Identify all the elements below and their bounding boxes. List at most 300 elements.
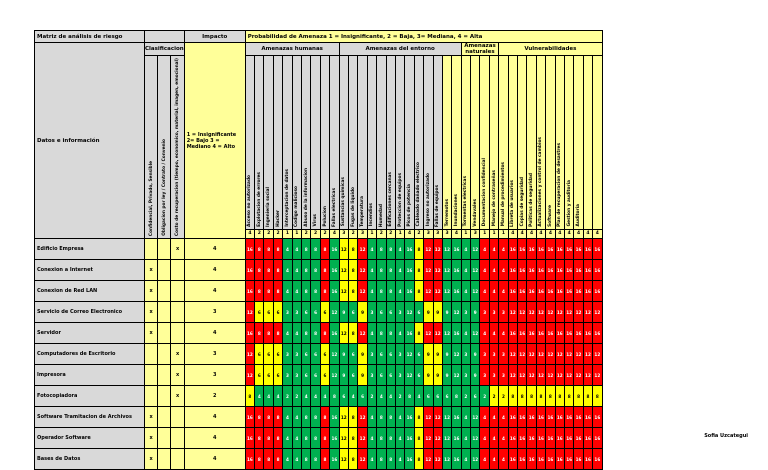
risk-cell: 12: [546, 302, 555, 323]
risk-cell: 3: [367, 302, 376, 323]
probability-value: 2: [311, 229, 320, 238]
risk-cell: 12: [546, 344, 555, 365]
risk-column-header: [536, 56, 545, 230]
risk-column-header: [339, 56, 348, 230]
threat-group-header: Amenazas naturales: [461, 43, 499, 56]
risk-cell: 16: [452, 260, 461, 281]
risk-cell: 6: [311, 344, 320, 365]
risk-cell: 16: [508, 239, 517, 260]
vertical-wrap: [574, 56, 582, 229]
risk-cell: 9: [358, 302, 367, 323]
risk-cell: 12: [433, 407, 442, 428]
probability-value: 3: [358, 229, 367, 238]
risk-cell: 6: [377, 302, 386, 323]
risk-cell: 16: [593, 428, 602, 449]
risk-cell: 16: [245, 449, 254, 470]
risk-cell: 16: [330, 260, 339, 281]
risk-cell: 6: [302, 302, 311, 323]
risk-cell: 8: [311, 239, 320, 260]
risk-cell: 16: [593, 449, 602, 470]
impact-value: 4: [184, 239, 245, 260]
asset-name: Software Tramitacion de Archivos: [35, 407, 145, 428]
risk-cell: 8: [302, 428, 311, 449]
risk-cell: 6: [264, 344, 273, 365]
risk-column-label: Vendavales: [472, 198, 478, 227]
risk-cell: 16: [527, 260, 536, 281]
clasificacion-mark: [171, 407, 184, 428]
risk-cell: 8: [302, 260, 311, 281]
risk-cell: 16: [555, 449, 564, 470]
risk-cell: 4: [480, 449, 489, 470]
risk-cell: 2: [461, 386, 470, 407]
risk-cell: 2: [395, 386, 404, 407]
risk-cell: 12: [452, 302, 461, 323]
risk-cell: 4: [292, 239, 301, 260]
table-row: [35, 428, 603, 449]
risk-cell: 16: [536, 239, 545, 260]
risk-cell: 8: [414, 428, 423, 449]
risk-cell: 4: [480, 239, 489, 260]
risk-cell: 8: [273, 407, 282, 428]
risk-cell: 12: [433, 323, 442, 344]
risk-cell: 12: [527, 344, 536, 365]
risk-cell: 6: [311, 302, 320, 323]
vertical-wrap: [537, 56, 545, 229]
risk-cell: 8: [264, 407, 273, 428]
risk-cell: 12: [358, 260, 367, 281]
risk-cell: 6: [414, 365, 423, 386]
probability-value: 1: [367, 229, 376, 238]
risk-cell: 4: [395, 449, 404, 470]
risk-cell: 8: [311, 323, 320, 344]
risk-cell: 12: [433, 428, 442, 449]
clasificacion-mark: x: [145, 428, 158, 449]
clasificacion-mark: [158, 365, 171, 386]
risk-cell: 12: [471, 449, 480, 470]
asset-name: Computadores de Escritorio: [35, 344, 145, 365]
risk-cell: 16: [583, 428, 592, 449]
risk-cell: 4: [489, 449, 498, 470]
risk-column-label: Picos de potencia: [407, 183, 413, 227]
risk-column-label: Sustancias quimicas: [341, 177, 347, 227]
risk-cell: 16: [405, 407, 414, 428]
risk-cell: 12: [574, 365, 583, 386]
risk-cell: 3: [499, 302, 508, 323]
risk-column-header: [480, 56, 489, 230]
probability-value: 2: [264, 229, 273, 238]
risk-cell: 4: [461, 239, 470, 260]
table-row: [35, 407, 603, 428]
risk-cell: 8: [302, 407, 311, 428]
risk-cell: 6: [424, 386, 433, 407]
risk-cell: 4: [461, 449, 470, 470]
risk-cell: 16: [574, 428, 583, 449]
risk-cell: 3: [283, 344, 292, 365]
risk-cell: 8: [264, 428, 273, 449]
risk-cell: 12: [471, 281, 480, 302]
risk-cell: 9: [471, 344, 480, 365]
risk-cell: 12: [339, 260, 348, 281]
risk-column-label: Software: [547, 204, 553, 227]
risk-cell: 12: [358, 428, 367, 449]
risk-cell: 16: [564, 407, 573, 428]
risk-cell: 16: [452, 449, 461, 470]
clasificacion-column-label: Confidencial, Privado, Sensible: [148, 160, 154, 237]
risk-column-header: [311, 56, 320, 230]
risk-column-header: [527, 56, 536, 230]
clasificacion-mark: [158, 386, 171, 407]
risk-cell: 12: [536, 344, 545, 365]
risk-cell: 3: [395, 302, 404, 323]
risk-cell: 8: [452, 386, 461, 407]
risk-cell: 4: [499, 407, 508, 428]
asset-name: Impresora: [35, 365, 145, 386]
clasificacion-mark: [171, 260, 184, 281]
risk-column-label: Manejo de contraseñas: [491, 170, 497, 227]
risk-cell: 4: [395, 260, 404, 281]
risk-column-label: Fugas de liquido: [350, 186, 356, 227]
risk-cell: 4: [273, 386, 282, 407]
risk-cell: 4: [367, 260, 376, 281]
risk-column-label: Explotacion de errores: [256, 171, 262, 227]
risk-cell: 6: [377, 344, 386, 365]
vertical-wrap: [584, 56, 592, 229]
vertical-wrap: [330, 56, 338, 229]
risk-cell: 16: [518, 281, 527, 302]
risk-cell: 16: [546, 428, 555, 449]
risk-cell: 8: [302, 323, 311, 344]
risk-cell: 8: [386, 239, 395, 260]
risk-cell: 4: [283, 449, 292, 470]
clasificacion-mark: [158, 302, 171, 323]
risk-cell: 3: [292, 344, 301, 365]
clasificacion-mark: [171, 281, 184, 302]
risk-column-header: [386, 56, 395, 230]
vertical-wrap: [452, 56, 460, 229]
risk-cell: 16: [508, 407, 517, 428]
risk-cell: 16: [508, 323, 517, 344]
clasificacion-mark: [145, 386, 158, 407]
risk-column-header: [489, 56, 498, 230]
probability-value: 3: [339, 229, 348, 238]
risk-cell: 16: [555, 281, 564, 302]
risk-column-header: [283, 56, 292, 230]
risk-cell: 6: [273, 365, 282, 386]
risk-cell: 16: [452, 428, 461, 449]
risk-cell: 6: [348, 344, 357, 365]
probability-value: 3: [433, 229, 442, 238]
risk-cell: 16: [555, 239, 564, 260]
risk-cell: 8: [414, 323, 423, 344]
risk-cell: 4: [395, 281, 404, 302]
risk-cell: 3: [489, 344, 498, 365]
clasificacion-title: [145, 31, 185, 43]
risk-cell: 4: [499, 323, 508, 344]
risk-cell: 12: [536, 302, 545, 323]
risk-cell: 16: [508, 281, 517, 302]
risk-cell: 2: [489, 386, 498, 407]
risk-cell: 4: [367, 428, 376, 449]
risk-cell: 16: [536, 323, 545, 344]
risk-cell: 8: [264, 323, 273, 344]
vertical-wrap: [171, 56, 183, 238]
risk-cell: 4: [489, 323, 498, 344]
risk-matrix-table: [34, 30, 603, 470]
risk-cell: 3: [489, 365, 498, 386]
risk-column-label: Edificaciones cercanas: [388, 171, 394, 227]
risk-cell: 8: [311, 428, 320, 449]
vertical-wrap: [302, 56, 310, 229]
clasificacion-column-header: [171, 56, 184, 239]
risk-cell: 12: [564, 302, 573, 323]
risk-cell: 12: [405, 302, 414, 323]
risk-cell: 3: [292, 365, 301, 386]
risk-cell: 16: [330, 407, 339, 428]
risk-cell: 16: [527, 239, 536, 260]
impact-value: 4: [184, 449, 245, 470]
risk-cell: 16: [574, 449, 583, 470]
risk-cell: 6: [273, 302, 282, 323]
risk-cell: 12: [555, 344, 564, 365]
asset-name: Servicio de Correo Electronico: [35, 302, 145, 323]
risk-cell: 12: [452, 344, 461, 365]
risk-cell: 16: [330, 449, 339, 470]
risk-cell: 16: [555, 407, 564, 428]
vertical-wrap: [405, 56, 413, 229]
probability-value: 4: [245, 229, 254, 238]
risk-cell: 9: [339, 344, 348, 365]
risk-cell: 8: [377, 260, 386, 281]
risk-cell: 4: [480, 428, 489, 449]
risk-cell: 3: [395, 365, 404, 386]
risk-cell: 16: [564, 449, 573, 470]
table-row: [35, 281, 603, 302]
risk-cell: 4: [480, 281, 489, 302]
asset-name: Operador Software: [35, 428, 145, 449]
risk-column-label: Polucion: [322, 205, 328, 227]
risk-cell: 4: [367, 281, 376, 302]
risk-cell: 8: [386, 323, 395, 344]
threat-group-header: Amenazas humanas: [245, 43, 339, 56]
risk-cell: 6: [386, 344, 395, 365]
probability-value: 4: [564, 229, 573, 238]
risk-cell: 12: [442, 428, 451, 449]
risk-cell: 6: [414, 302, 423, 323]
risk-cell: 16: [574, 323, 583, 344]
risk-cell: 16: [405, 281, 414, 302]
risk-cell: 8: [546, 386, 555, 407]
risk-cell: 16: [593, 239, 602, 260]
vertical-wrap: [434, 56, 442, 229]
risk-cell: 9: [339, 365, 348, 386]
risk-cell: 16: [546, 239, 555, 260]
risk-cell: 2: [499, 386, 508, 407]
risk-cell: 8: [245, 386, 254, 407]
risk-cell: 3: [283, 365, 292, 386]
risk-cell: 16: [508, 449, 517, 470]
risk-cell: 16: [527, 428, 536, 449]
risk-cell: 16: [583, 260, 592, 281]
probability-value: 1: [480, 229, 489, 238]
risk-cell: 8: [414, 407, 423, 428]
risk-cell: 12: [339, 239, 348, 260]
asset-name: Conexion de Red LAN: [35, 281, 145, 302]
vertical-wrap: [565, 56, 573, 229]
risk-cell: 3: [499, 344, 508, 365]
risk-cell: 3: [480, 302, 489, 323]
risk-cell: 6: [302, 365, 311, 386]
risk-cell: 12: [358, 323, 367, 344]
clasificacion-mark: [158, 260, 171, 281]
risk-cell: 4: [367, 239, 376, 260]
risk-column-label: Plan de recuperacion de desastres: [557, 142, 563, 227]
risk-cell: 4: [395, 428, 404, 449]
impacto-title: Impacto: [184, 31, 245, 43]
risk-cell: 6: [264, 302, 273, 323]
risk-cell: 4: [292, 428, 301, 449]
clasificacion-mark: [145, 239, 158, 260]
risk-cell: 12: [442, 260, 451, 281]
risk-column-header: [574, 56, 583, 230]
vertical-wrap: [145, 56, 157, 238]
risk-cell: 12: [339, 323, 348, 344]
risk-cell: 6: [433, 386, 442, 407]
risk-cell: 12: [358, 239, 367, 260]
datos-label: Datos e información: [35, 43, 145, 239]
vertical-wrap: [527, 56, 535, 229]
risk-column-label: Fallas electricas: [331, 187, 337, 227]
probability-value: 1: [461, 229, 470, 238]
risk-cell: 2: [292, 386, 301, 407]
probability-value: 2: [377, 229, 386, 238]
risk-cell: 8: [311, 407, 320, 428]
probability-value: 4: [593, 229, 602, 238]
risk-cell: 12: [471, 323, 480, 344]
risk-cell: 8: [255, 407, 264, 428]
risk-cell: 12: [593, 344, 602, 365]
risk-column-label: Codigo malicioso: [294, 185, 300, 227]
risk-cell: 12: [471, 407, 480, 428]
clasificacion-column-header: [145, 56, 158, 239]
risk-column-header: [471, 56, 480, 230]
risk-column-header: [424, 56, 433, 230]
risk-column-header: [414, 56, 423, 230]
risk-cell: 12: [433, 449, 442, 470]
risk-cell: 12: [339, 407, 348, 428]
risk-cell: 2: [367, 386, 376, 407]
risk-cell: 4: [489, 260, 498, 281]
vertical-wrap: [396, 56, 404, 229]
risk-cell: 9: [471, 365, 480, 386]
risk-cell: 4: [395, 323, 404, 344]
table-row: [35, 449, 603, 470]
clasificacion-mark: [145, 344, 158, 365]
risk-cell: 16: [546, 323, 555, 344]
vertical-wrap: [158, 56, 170, 238]
probability-value: 1: [499, 229, 508, 238]
risk-cell: 8: [302, 281, 311, 302]
clasificacion-mark: [158, 344, 171, 365]
asset-name: Bases de Datos: [35, 449, 145, 470]
probability-value: 2: [386, 229, 395, 238]
risk-cell: 12: [508, 365, 517, 386]
probability-value: 3: [471, 229, 480, 238]
risk-cell: 6: [255, 302, 264, 323]
risk-cell: 12: [593, 365, 602, 386]
risk-cell: 4: [348, 386, 357, 407]
risk-cell: 4: [489, 407, 498, 428]
risk-cell: 16: [536, 449, 545, 470]
risk-column-label: Ingreso no autorizado: [425, 173, 431, 227]
risk-cell: 9: [433, 344, 442, 365]
risk-column-label: Documentacion confidencial: [482, 158, 488, 227]
risk-cell: 8: [273, 323, 282, 344]
probability-value: 2: [273, 229, 282, 238]
risk-cell: 12: [330, 302, 339, 323]
risk-column-header: [367, 56, 376, 230]
risk-cell: 8: [311, 260, 320, 281]
risk-column-label: Abuso de la informacion: [303, 167, 309, 227]
vertical-wrap: [490, 56, 498, 229]
risk-cell: 12: [555, 365, 564, 386]
risk-cell: 6: [377, 365, 386, 386]
clasificacion-mark: [158, 428, 171, 449]
vertical-wrap: [358, 56, 366, 229]
impact-value: 3: [184, 344, 245, 365]
risk-cell: 12: [583, 302, 592, 323]
risk-cell: 8: [255, 239, 264, 260]
clasificacion-mark: x: [171, 344, 184, 365]
probability-value: 4: [518, 229, 527, 238]
risk-cell: 12: [339, 281, 348, 302]
risk-cell: 8: [348, 260, 357, 281]
risk-cell: 12: [424, 323, 433, 344]
risk-cell: 16: [564, 239, 573, 260]
vertical-wrap: [546, 56, 554, 229]
risk-cell: 12: [424, 449, 433, 470]
risk-cell: 8: [348, 428, 357, 449]
risk-cell: 8: [273, 428, 282, 449]
impact-scale: 1 = Insignificante 2= Bajo 3 = Mediano 4 = Alto: [184, 43, 245, 239]
risk-cell: 4: [367, 449, 376, 470]
impact-value: 3: [184, 302, 245, 323]
probability-value: 3: [424, 229, 433, 238]
probability-value: 2: [255, 229, 264, 238]
risk-cell: 12: [339, 428, 348, 449]
risk-cell: 16: [593, 260, 602, 281]
risk-cell: 8: [255, 323, 264, 344]
risk-column-header: [433, 56, 442, 230]
risk-cell: 16: [330, 323, 339, 344]
risk-cell: 3: [461, 365, 470, 386]
risk-cell: 16: [518, 428, 527, 449]
risk-cell: 16: [583, 239, 592, 260]
risk-cell: 16: [245, 260, 254, 281]
table-row: [35, 386, 603, 407]
clasificacion-mark: x: [145, 407, 158, 428]
risk-cell: 12: [245, 344, 254, 365]
risk-cell: 4: [292, 323, 301, 344]
clasificacion-mark: [171, 428, 184, 449]
risk-cell: 8: [320, 239, 329, 260]
risk-cell: 3: [367, 365, 376, 386]
risk-column-label: Humedad: [378, 203, 384, 227]
risk-cell: 4: [480, 323, 489, 344]
risk-column-header: [273, 56, 282, 230]
risk-cell: 9: [433, 302, 442, 323]
clasificacion-mark: x: [145, 302, 158, 323]
risk-column-label: Manual de procedimientos: [500, 162, 506, 227]
